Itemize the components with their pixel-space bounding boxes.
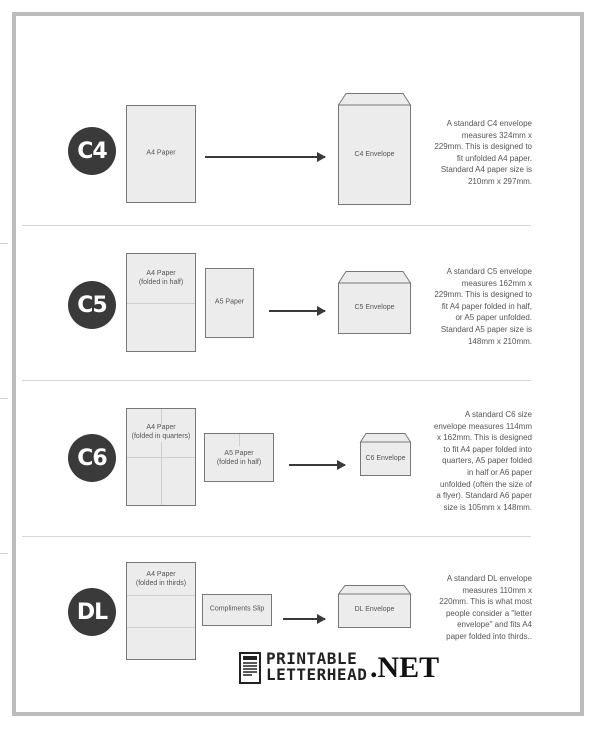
envelope-label: C5 Envelope <box>354 304 395 311</box>
logo-text-line1: PRINTABLE <box>266 649 358 668</box>
c4-description: A standard C4 envelope measures 324mm x 229mm. This is designed to fit unfolded A4 paper. Standard A4 paper size is 210mm x 297mm. <box>434 119 532 186</box>
letterhead-icon <box>238 652 262 684</box>
dl-envelope <box>338 585 411 628</box>
arrow-icon <box>289 464 345 466</box>
section-divider <box>22 380 531 381</box>
size-badge-c4: C4 <box>68 127 116 175</box>
paper-label: A5 Paper <box>224 450 254 457</box>
a5-paper-folded-half <box>204 433 274 482</box>
compliments-slip <box>202 594 272 626</box>
envelope-label: C4 Envelope <box>354 151 395 158</box>
paper-sublabel: (folded in quarters) <box>127 433 195 442</box>
a5-paper-sheet <box>205 268 254 338</box>
section-divider <box>22 536 531 537</box>
envelope-label: DL Envelope <box>354 606 395 613</box>
envelope-icon <box>338 271 411 334</box>
dl-description: A standard DL envelope measures 110mm x 220mm. This is what most people consider a "letter envelope" and fits A4 paper folded into thirds.. <box>439 574 532 641</box>
fold-line <box>127 595 195 596</box>
c5-description: A standard C5 envelope measures 162mm x 229mm. This is designed to fit A4 paper folded in half, or A5 paper unfolded. Standard A5 paper size is 148mm x 210mm. <box>434 267 532 346</box>
paper-label: A5 Paper <box>214 298 245 306</box>
section-divider <box>22 225 531 226</box>
margin-tick <box>0 398 8 399</box>
c6-envelope <box>360 433 411 476</box>
size-badge-c5: C5 <box>68 281 116 329</box>
logo-text-line2: LETTERHEAD <box>266 665 368 684</box>
paper-label: A4 Paper <box>146 149 176 157</box>
logo-text-suffix: .NET <box>370 651 440 684</box>
paper-label: Compliments Slip <box>209 605 265 613</box>
paper-sublabel: (folded in half) <box>138 279 184 286</box>
size-badge-dl: DL <box>68 588 116 636</box>
a4-paper-folded-half <box>126 253 196 352</box>
a4-paper-sheet <box>126 105 196 203</box>
arrow-icon <box>205 156 325 158</box>
paper-label: A4 Paper <box>146 270 176 277</box>
fold-line <box>127 627 195 628</box>
arrow-icon <box>283 618 325 620</box>
arrow-icon <box>269 310 325 312</box>
envelope-icon <box>338 93 411 205</box>
c5-envelope <box>338 271 411 334</box>
paper-sublabel: (folded in half) <box>216 459 262 466</box>
margin-tick <box>0 243 8 244</box>
c4-envelope <box>338 93 411 205</box>
a4-paper-folded-quarters <box>126 408 196 506</box>
fold-line <box>239 434 240 446</box>
printableletterhead-logo <box>238 649 440 687</box>
paper-label: A4 Paper <box>146 571 176 578</box>
paper-label: A4 Paper <box>127 424 195 433</box>
envelope-label: C6 Envelope <box>365 455 406 462</box>
paper-sublabel: (folded in thirds) <box>135 580 187 587</box>
size-badge-c6: C6 <box>68 434 116 482</box>
margin-tick <box>0 553 8 554</box>
fold-line <box>127 303 195 304</box>
c6-description: A standard C6 size envelope measures 114mm x 162mm. This is designed to fit A4 paper folded into quarters, A5 paper folded in half or A6 paper unfolded (often the size of a flyer). Standard A6 paper size is 105mm x 148mm. <box>433 410 532 512</box>
a4-paper-folded-thirds <box>126 562 196 660</box>
